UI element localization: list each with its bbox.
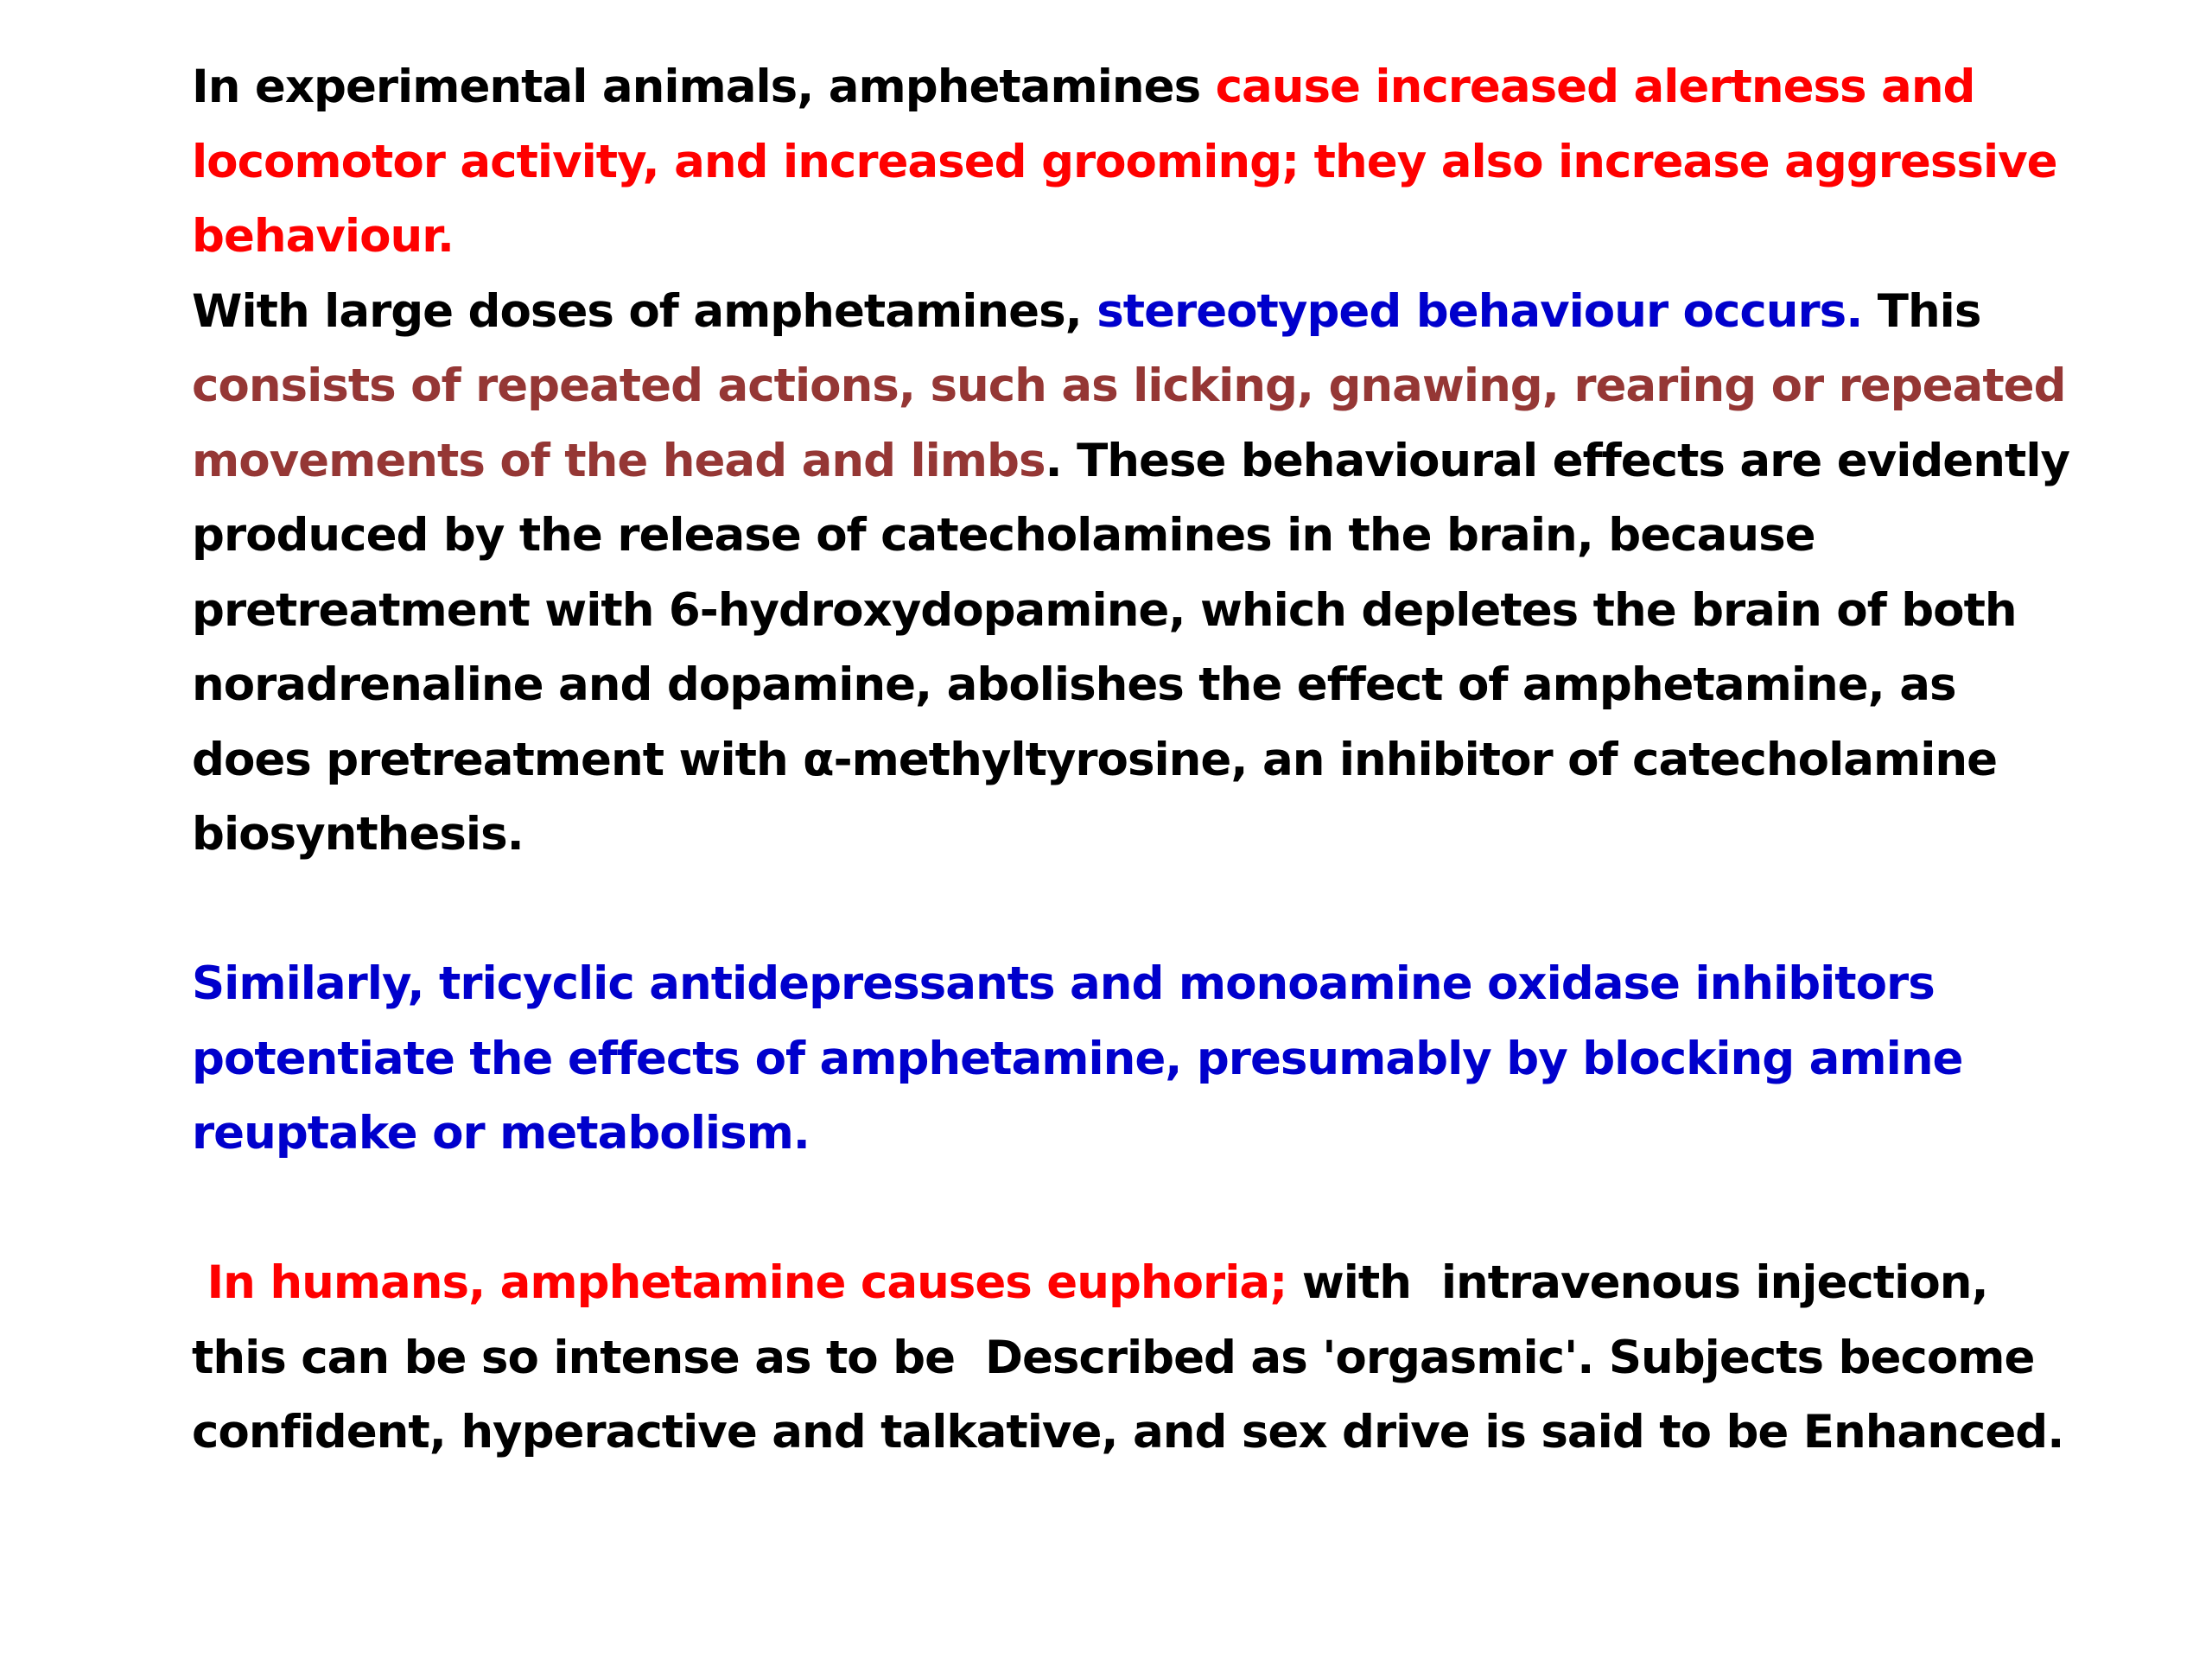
paragraph-large-doses (192, 275, 2075, 873)
paragraph-spacer (192, 1172, 2075, 1247)
text-segment: . These behavioural effects are evidently produced by the release of catecholamines in the brain, because pretreatment with 6-hydroxydopamine, which depletes the brain of both noradrenaline and dopamine, abolishes the effect of amphetamine, as does pretreatment with α-methyltyrosine, an inhibitor of catecholamine biosynthesis. (192, 434, 2070, 861)
text-segment-highlight-blue: stereotyped behaviour occurs. (1096, 284, 1863, 338)
text-segment: with intravenous injection, this can be so intense as to be Described as 'orgasmic'. Subjects become confident, hyperactive and talkative, and sex drive is said to be Enhanced. (192, 1256, 2064, 1459)
text-segment-highlight-red: In humans, amphetamine causes euphoria; (192, 1256, 1287, 1309)
paragraph-spacer (192, 873, 2075, 948)
slide-body (192, 50, 2075, 1471)
text-segment-highlight-brown: consists of repeated actions, such as licking, gnawing, rearing or repeated movements of the head and limbs (192, 359, 2066, 487)
paragraph-experimental-animals (192, 50, 2075, 275)
text-segment: This (1862, 284, 1981, 338)
text-segment: With large doses of amphetamines, (192, 284, 1097, 338)
text-segment-highlight-red: cause increased alertness and locomotor activity, and increased grooming; they also increase aggressive behaviour. (192, 60, 2057, 263)
paragraph-tricyclic (192, 947, 2075, 1172)
text-segment: In experimental animals, amphetamines (192, 60, 1216, 113)
text-segment-highlight-blue: Similarly, tricyclic antidepressants and monoamine oxidase inhibitors potentiate the effects of amphetamine, presumably by blocking amine reuptake or metabolism. (192, 957, 1963, 1160)
paragraph-humans (192, 1246, 2075, 1471)
